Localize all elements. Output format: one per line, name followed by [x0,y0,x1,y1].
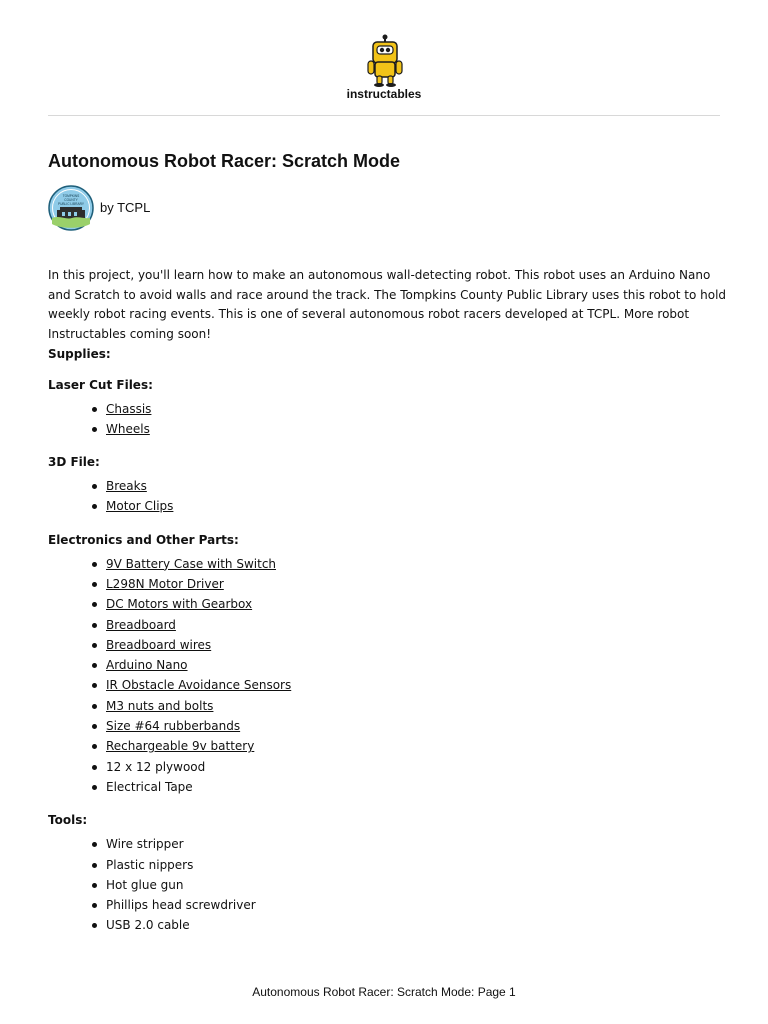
list-item [106,875,728,895]
supply-list [48,399,728,440]
supply-link[interactable]: Breadboard [106,617,176,632]
avatar-text-line-2: COUNTY [64,198,78,202]
list-item[interactable] [106,696,728,716]
list-item[interactable] [106,635,728,655]
list-item[interactable] [106,736,728,756]
list-item[interactable] [106,496,728,516]
supply-link[interactable]: Rechargeable 9v battery [106,739,255,754]
list-item [106,855,728,875]
supply-list [48,834,728,935]
supplies-heading: Supplies: [48,347,111,361]
supply-link[interactable]: L298N Motor Driver [106,576,224,591]
section-heading: Laser Cut Files: [48,377,153,392]
library-badge-icon[interactable] [48,185,94,231]
list-item[interactable] [106,716,728,736]
list-item [106,895,728,915]
supply-link[interactable]: Chassis [106,401,152,416]
section-heading: Electronics and Other Parts: [48,532,239,547]
author-byline[interactable]: by TCPL [100,200,151,215]
avatar-text-line-3: PUBLIC LIBRARY [58,202,84,206]
supply-link[interactable]: Size #64 rubberbands [106,719,241,734]
supply-text: Wire stripper [106,837,184,852]
brand-name: instructables [346,87,422,101]
list-item[interactable] [106,476,728,496]
list-item[interactable] [106,615,728,635]
list-item [106,777,728,797]
supply-link[interactable]: Arduino Nano [106,658,188,673]
supplies-sections [48,375,728,936]
list-item[interactable] [106,675,728,695]
list-item[interactable] [106,554,728,574]
supply-link[interactable]: IR Obstacle Avoidance Sensors [106,678,292,693]
supply-text: USB 2.0 cable [106,918,190,933]
avatar-text-line-1: TOMPKINS [62,194,80,198]
supply-text: Hot glue gun [106,877,184,892]
list-item[interactable] [106,574,728,594]
supply-link[interactable]: Motor Clips [106,499,174,514]
list-item [106,915,728,935]
supply-link[interactable]: 9V Battery Case with Switch [106,556,277,571]
instructables-robot-icon[interactable] [362,34,408,88]
supply-link[interactable]: Breaks [106,479,147,494]
list-item [106,834,728,854]
supply-link[interactable]: Breadboard wires [106,637,212,652]
list-item[interactable] [106,594,728,614]
list-item[interactable] [106,419,728,439]
supply-link[interactable]: DC Motors with Gearbox [106,597,253,612]
intro-paragraph: In this project, you'll learn how to make an autonomous wall-detecting robot. This robot uses an Arduino Nano and Scratch to avoid walls and race around the track. The Tompkins County Public Library uses this robot to hold weekly robot racing events. This is one of several autonomous robot racers developed at TCPL. More robot Instructables coming soon! [48,268,727,341]
list-item[interactable] [106,399,728,419]
supply-text: Phillips head screwdriver [106,898,256,913]
supply-list [48,476,728,517]
page-footer: Autonomous Robot Racer: Scratch Mode: Page 1 [252,985,516,999]
list-item [106,757,728,777]
article-content [48,266,728,949]
section-heading: 3D File: [48,455,100,470]
list-item[interactable] [106,655,728,675]
supply-link[interactable]: Wheels [106,421,150,436]
page-header [0,0,768,116]
page-title: Autonomous Robot Racer: Scratch Mode [48,151,401,171]
supply-link[interactable]: M3 nuts and bolts [106,698,214,713]
supply-text: 12 x 12 plywood [106,759,206,774]
supply-text: Electrical Tape [106,779,193,794]
header-divider [48,115,720,116]
section-heading: Tools: [48,813,88,828]
supply-text: Plastic nippers [106,857,194,872]
supply-list [48,554,728,798]
